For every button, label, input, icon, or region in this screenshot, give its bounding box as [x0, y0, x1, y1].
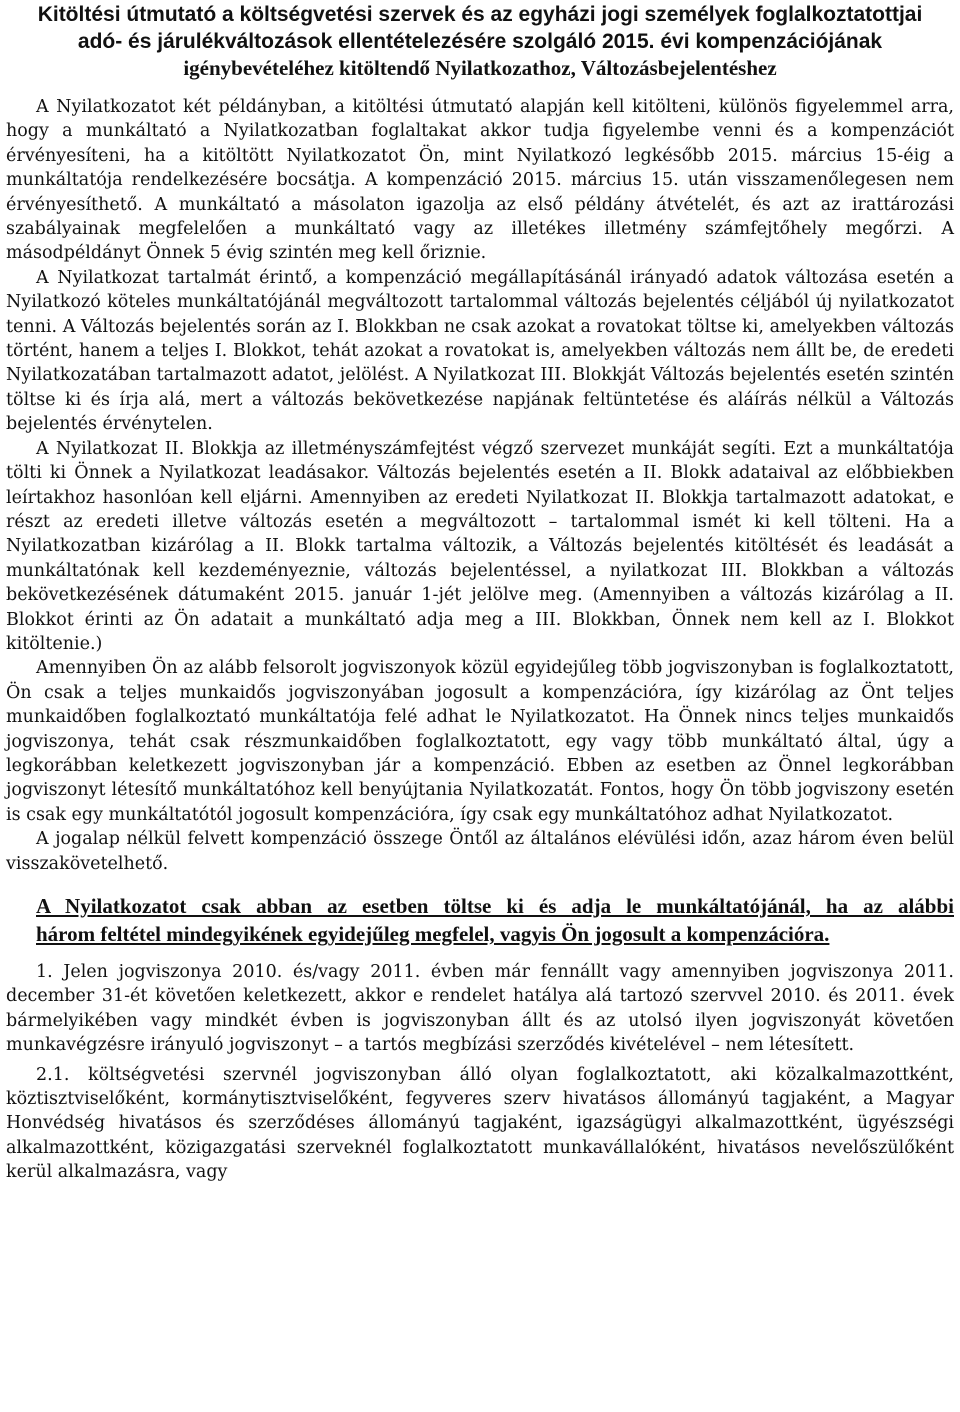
conditions-list: [6, 960, 954, 1185]
list-item: 1. Jelen jogviszonya 2010. és/vagy 2011. évben már fennállt vagy amennyiben jogviszonya 2011. december 31-ét követően keletkezett, akkor e rendelet hatálya alá tartozó szervvel 2010. és 2011. évek bármelyikében vagy mindkét évben is jogviszonyban állt és az utolsó ilyen jogviszonyát követően munkavégzésre irányuló jogviszonyt – a tartós megbízási szerződés kivételével – nem létesített.: [6, 962, 954, 1056]
list-item: 2.1. költségvetési szervnél jogviszonyban álló olyan foglalkoztatott, aki közalkalmazottként, köztisztviselőként, kormánytisztviselőként, fegyveres szerv hivatásos állományú tagjaként, a Magyar Honvédség hivatásos és szerződéses állományú tagjaként, igazságügyi alkalmazottként, ügyészségi alkalmazottként, közigazgatási szerveknél foglalkoztatott munkavállalóként, hivatásos nevelőszülőként kerül alkalmazásra, vagy: [6, 1064, 954, 1183]
document-body: [6, 95, 954, 1185]
paragraph-block-two: A Nyilatkozat II. Blokkja az illetményszámfejtést végző szervezet munkáját segíti. Ezt a munkáltatója tölti ki Önnek a Nyilatkozat leadásakor. Változás bejelentés esetén a II. Blokk adataival az előbbiekben leírtakhoz hasonlóan kell eljárni. Amennyiben az eredeti Nyilatkozat II. Blokkja tartalmazott adatokat, e részt az eredeti illetve változás esetén a megváltozott – tartalommal ismét ki kell tölteni. Ha a Nyilatkozatban kizárólag a II. Blokk tartalma változik, a Változás bejelentés kitöltését és leadását a munkáltatónak kell kezdeményeznie, változás bejelentéssel, a nyilatkozat III. Blokkban a változás bekövetkezésének dátumaként 2015. január 1-jét jelölve meg. (Amennyiben a változás kizárólag a II. Blokkot érinti az Ön adatait a munkáltató adja meg a III. Blokkban, Önnek nem kell az I. Blokkot kitöltenie.): [6, 438, 954, 654]
title-line-2: adó- és járulékváltozások ellentételezésére szolgáló 2015. évi kompenzációjának: [77, 30, 883, 53]
document-title: [6, 0, 954, 82]
title-line-3: igénybevételéhez kitöltendő Nyilatkozathoz, Változásbejelentéshez: [183, 56, 777, 80]
eligibility-emphasis: [6, 892, 954, 948]
paragraph-change-report: A Nyilatkozat tartalmát érintő, a kompenzáció megállapításánál irányadó adatok változása esetén a Nyilatkozó köteles munkáltatójánál megváltozott tartalommal változás bejelentés céljából új nyilatkozatot tenni. A Változás bejelentés során az I. Blokkban ne csak azokat a rovatokat töltse ki, amelyekben változás történt, hanem a teljes I. Blokkot, tehát azokat a rovatokat is, amelyekben változás nem állt be, de eredeti Nyilatkozatában tartalmazott adatot, jelölést. A Nyilatkozat III. Blokkját Változás bejelentés esetén szintén töltse ki és írja alá, mert a változás bekövetkezése napjának feltüntetése és aláírás nélkül a Változás bejelentés érvénytelen.: [6, 267, 954, 435]
paragraph-submission: A Nyilatkozatot két példányban, a kitöltési útmutató alapján kell kitölteni, különös figyelemmel arra, hogy a munkáltató a Nyilatkozatban foglaltakat akkor tudja figyelembe venni és a kompenzációt érvényesíteni, ha a kitöltött Nyilatkozatot Ön, mint Nyilatkozó legkésőbb 2015. március 15-éig a munkáltatója rendelkezésére bocsátja. A kompenzáció 2015. március 15. után visszamenőlegesen nem érvényesíthető. A munkáltató a másolaton igazolja az első példány átvételét, és azt az irattározási szabályainak megfelelően a munkáltató vagy az illetékes illetmény számfejtőhely megőrzi. A másodpéldányt Önnek 5 évig szintén meg kell őriznie.: [6, 97, 954, 264]
paragraph-reclaim: A jogalap nélkül felvett kompenzáció összege Öntől az általános elévülési időn, azaz három éven belül visszakövetelhető.: [6, 829, 954, 874]
emphasis-line-1: A Nyilatkozatot csak abban az esetben töltse ki és adja le munkáltatójánál, ha az alábbi: [36, 894, 954, 918]
paragraph-multiple-employment: Amennyiben Ön az alább felsorolt jogviszonyok közül egyidejűleg több jogviszonyban is foglalkoztatott, Ön csak a teljes munkaidős jogviszonyában jogosult a kompenzációra, így kizárólag az Önt teljes munkaidőben foglalkoztató munkáltatója felé adhat le Nyilatkozatot. Ha Önnek nincs teljes munkaidős jogviszonya, tehát csak részmunkaidőben foglalkoztatott, egy vagy több munkáltató által, úgy a legkorábban keletkezett jogviszonyban jár a kompenzáció. Ebben az esetben az Önnel legkorábban jogviszonyt létesítő munkáltatóhoz kell benyújtania Nyilatkozatát. Fontos, hogy Ön több jogviszony esetén is csak egy munkáltatótól jogosult kompenzációra, így csak egy munkáltatóhoz adhat Nyilatkozatot.: [6, 658, 954, 825]
title-line-1: Kitöltési útmutató a költségvetési szervek és az egyházi jogi személyek foglalkoztatottjai: [37, 3, 923, 26]
emphasis-line-2: három feltétel mindegyikének egyidejűleg megfelel, vagyis Ön jogosult a kompenzációra.: [36, 922, 830, 946]
